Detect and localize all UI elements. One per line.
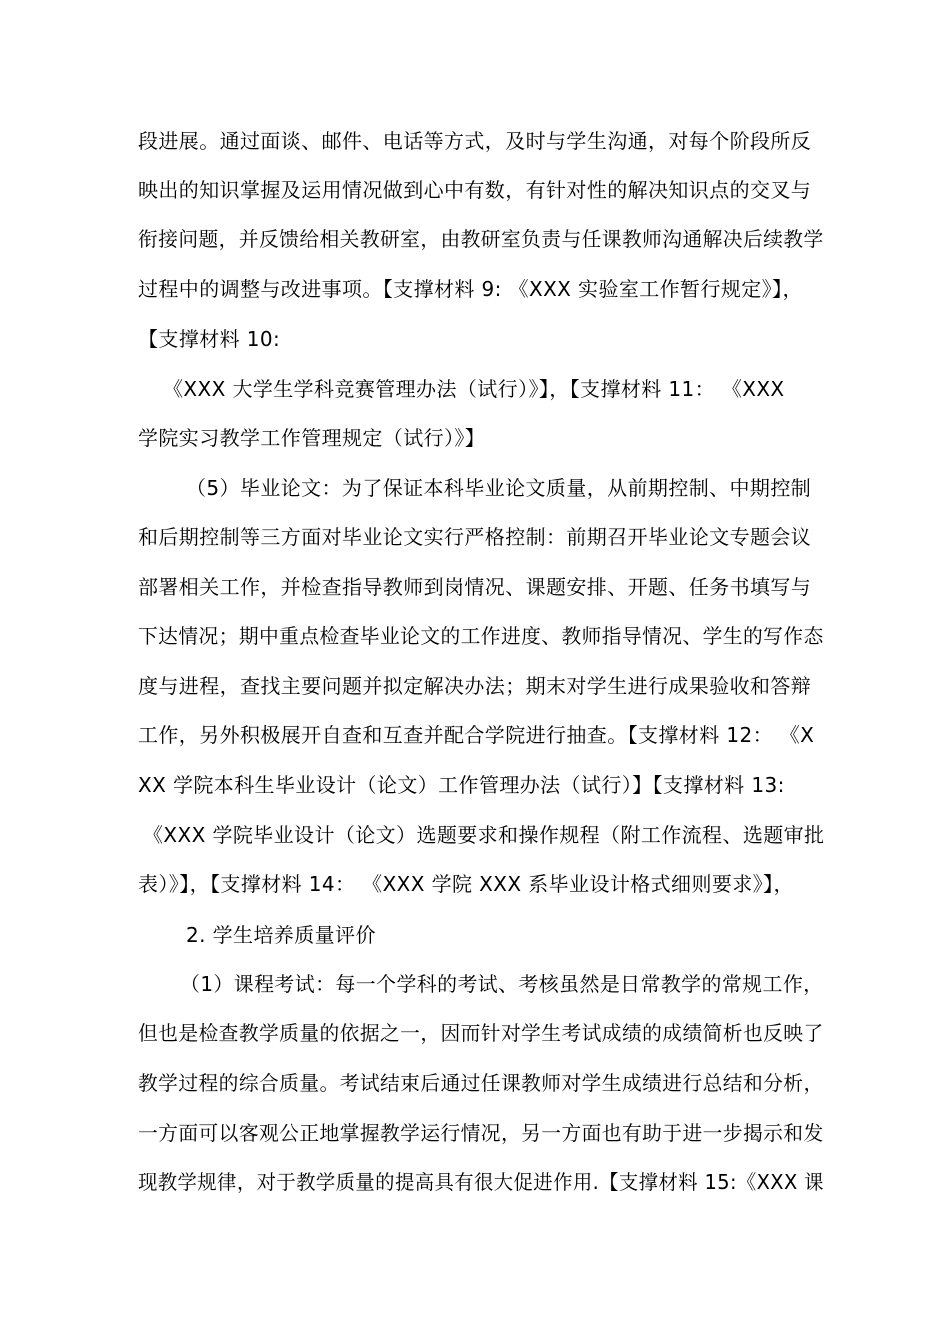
body-text-line: 部署相关工作，并检查指导教师到岗情况、课题安排、开题、任务书填写与 bbox=[138, 575, 812, 599]
body-text-line: 一方面可以客观公正地掌握教学运行情况，另一方面也有助于进一步揭示和发 bbox=[138, 1121, 824, 1145]
body-text-line: 下达情况；期中重点检查毕业论文的工作进度、教师指导情况、学生的写作态 bbox=[138, 624, 824, 648]
body-text-line: 表）》】，【支撑材料 14： 《XXX 学院 XXX 系毕业设计格式细则要求》】， bbox=[138, 872, 794, 896]
section-paragraph-start: （1）课程考试：每一个学科的考试、考核虽然是日常教学的常规工作， bbox=[180, 972, 824, 996]
body-text-line: 现教学规律，对于教学质量的提高具有很大促进作用.【支撑材料 15:《XXX 课 bbox=[138, 1170, 824, 1194]
body-text-line: 衔接问题，并反馈给相关教研室，由教研室负责与任课教师沟通解决后续教学 bbox=[138, 227, 824, 251]
body-text-line: 学院实习教学工作管理规定（试行）》】 bbox=[138, 426, 486, 450]
body-text-line: 《XXX 大学生学科竞赛管理办法（试行）》】，【支撑材料 11： 《XXX bbox=[163, 377, 785, 401]
body-text-line: 和后期控制等三方面对毕业论文实行严格控制：前期召开毕业论文专题会议 bbox=[138, 525, 812, 549]
body-text-line: 段进展。通过面谈、邮件、电话等方式，及时与学生沟通，对每个阶段所反 bbox=[138, 129, 812, 153]
section-heading: 2. 学生培养质量评价 bbox=[186, 923, 376, 947]
body-text-line: 工作，另外积极展开自查和互查并配合学院进行抽查。【支撑材料 12： 《X bbox=[138, 723, 815, 747]
body-text-line: 过程中的调整与改进事项。【支撑材料 9: 《XXX 实验室工作暂行规定》】， bbox=[138, 277, 803, 301]
body-text-line: 映出的知识掌握及运用情况做到心中有数，有针对性的解决知识点的交叉与 bbox=[138, 178, 812, 202]
body-text-line: 度与进程，查找主要问题并拟定解决办法；期末对学生进行成果验收和答辩 bbox=[138, 674, 812, 698]
body-text-line: 教学过程的综合质量。考试结束后通过任课教师对学生成绩进行总结和分析， bbox=[138, 1071, 824, 1095]
body-text-line: 但也是检查教学质量的依据之一，因而针对学生考试成绩的成绩简析也反映了 bbox=[138, 1021, 824, 1045]
body-text-line: XX 学院本科生毕业设计（论文）工作管理办法（试行）】【支撑材料 13: bbox=[138, 773, 785, 797]
body-text-line: 《XXX 学院毕业设计（论文）选题要求和操作规程（附工作流程、选题审批 bbox=[143, 823, 825, 847]
section-paragraph-start: （5）毕业论文：为了保证本科毕业论文质量，从前期控制、中期控制 bbox=[186, 476, 812, 500]
body-text-line: 【支撑材料 10: bbox=[138, 327, 281, 351]
